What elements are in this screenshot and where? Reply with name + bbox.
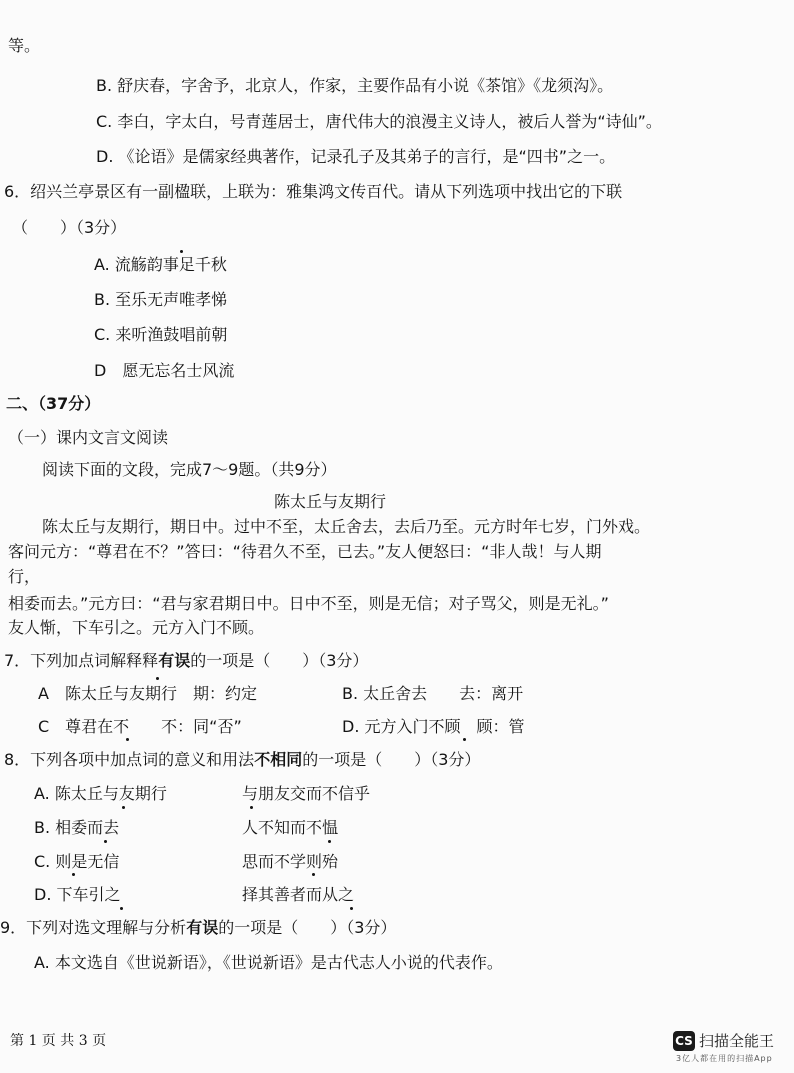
q6-option-a: A. 流觞韵事足千秋 [94,255,227,274]
passage-line: 相委而去。”元方曰：“君与家君期日中。日中不至，则是无信；对子骂父，则是无礼。” [8,594,609,613]
emphasis-dot [328,840,331,843]
emphasis-dot [72,873,75,876]
question-7: 7．下列加点词解释释有误的一项是（ ）（3分） [4,651,369,670]
passage-line: 陈太丘与友期行，期日中。过中不至，太丘舍去，去后乃至。元方时年七岁，门外戏。 [42,517,651,536]
q8-option-c-compare: 思而不学则殆 [242,852,339,871]
option-c: C. 李白，字太白，号青莲居士，唐代伟大的浪漫主义诗人，被后人誉为“诗仙”。 [96,112,662,131]
q7-option-a: A 陈太丘与友期行 期：约定 [38,684,257,703]
q6-option-c: C. 来听渔鼓唱前朝 [94,325,228,344]
subsection-heading: （一）课内文言文阅读 [8,428,169,447]
option-b: B. 舒庆春，字舍予，北京人，作家，主要作品有小说《茶馆》《龙须沟》。 [96,76,614,95]
question-6: 6．绍兴兰亭景区有一副楹联，上联为：雅集鸿文传百代。请从下列选项中找出它的下联 [4,182,623,201]
passage-line: 客问元方：“尊君在不？”答曰：“待君久不至，已去。”友人便怒曰：“非人哉！与人期 [8,542,602,561]
emphasis-dot [120,907,123,910]
text-line: 等。 [8,36,41,55]
q8-option-d: D. 下车引之 [34,885,121,904]
q8-option-a: A. 陈太丘与友期行 [34,784,167,803]
scanner-app-name: 扫描全能王 [699,1032,775,1050]
q6-option-d: D 愿无忘名士风流 [94,361,235,380]
section-heading: 二、（37分） [6,394,101,413]
q8-option-d-compare: 择其善者而从之 [242,885,355,904]
reading-instruction: 阅读下面的文段，完成7～9题。（共9分） [42,460,337,479]
emphasis-dot [156,677,159,680]
q9-option-a: A. 本文选自《世说新语》，《世说新语》是古代志人小说的代表作。 [34,953,503,972]
q8-option-b-compare: 人不知而不愠 [242,818,339,837]
page-footer: 第 1 页 共 3 页 [10,1033,107,1049]
passage-line: 行， [8,567,41,586]
emphasis-dot [463,738,466,741]
scanner-tagline: 3亿人都在用的扫描App [676,1054,773,1063]
emphasis-dot [122,806,125,809]
q7-option-b: B. 太丘舍去 去：离开 [342,684,524,703]
emphasis-dot [126,738,129,741]
emphasis-dot [312,873,315,876]
q6-option-b: B. 至乐无声唯孝悌 [94,290,228,309]
question-9: 9．下列对选文理解与分析有误的一项是（ ）（3分） [0,918,397,937]
q7-option-c: C 尊君在不 不：同“否” [38,717,242,736]
question-8: 8．下列各项中加点词的意义和用法不相同的一项是（ ）（3分） [4,750,481,769]
emphasis-dot [104,840,107,843]
emphasis-dot [350,907,353,910]
camscanner-logo-icon: CS [673,1031,695,1051]
emphasis-dot [250,806,253,809]
q7-option-d: D. 元方入门不顾 顾：管 [342,717,525,736]
option-d: D. 《论语》是儒家经典著作，记录孔子及其弟子的言行，是“四书”之一。 [96,147,616,166]
q8-option-c: C. 则是无信 [34,852,120,871]
passage-title: 陈太丘与友期行 [274,492,387,511]
passage-line: 友人惭，下车引之。元方入门不顾。 [8,618,265,637]
q8-option-b: B. 相委而去 [34,818,120,837]
answer-blank: （ ）（3分） [12,218,127,237]
emphasis-dot [180,250,183,253]
q8-option-a-compare: 与朋友交而不信乎 [242,784,371,803]
